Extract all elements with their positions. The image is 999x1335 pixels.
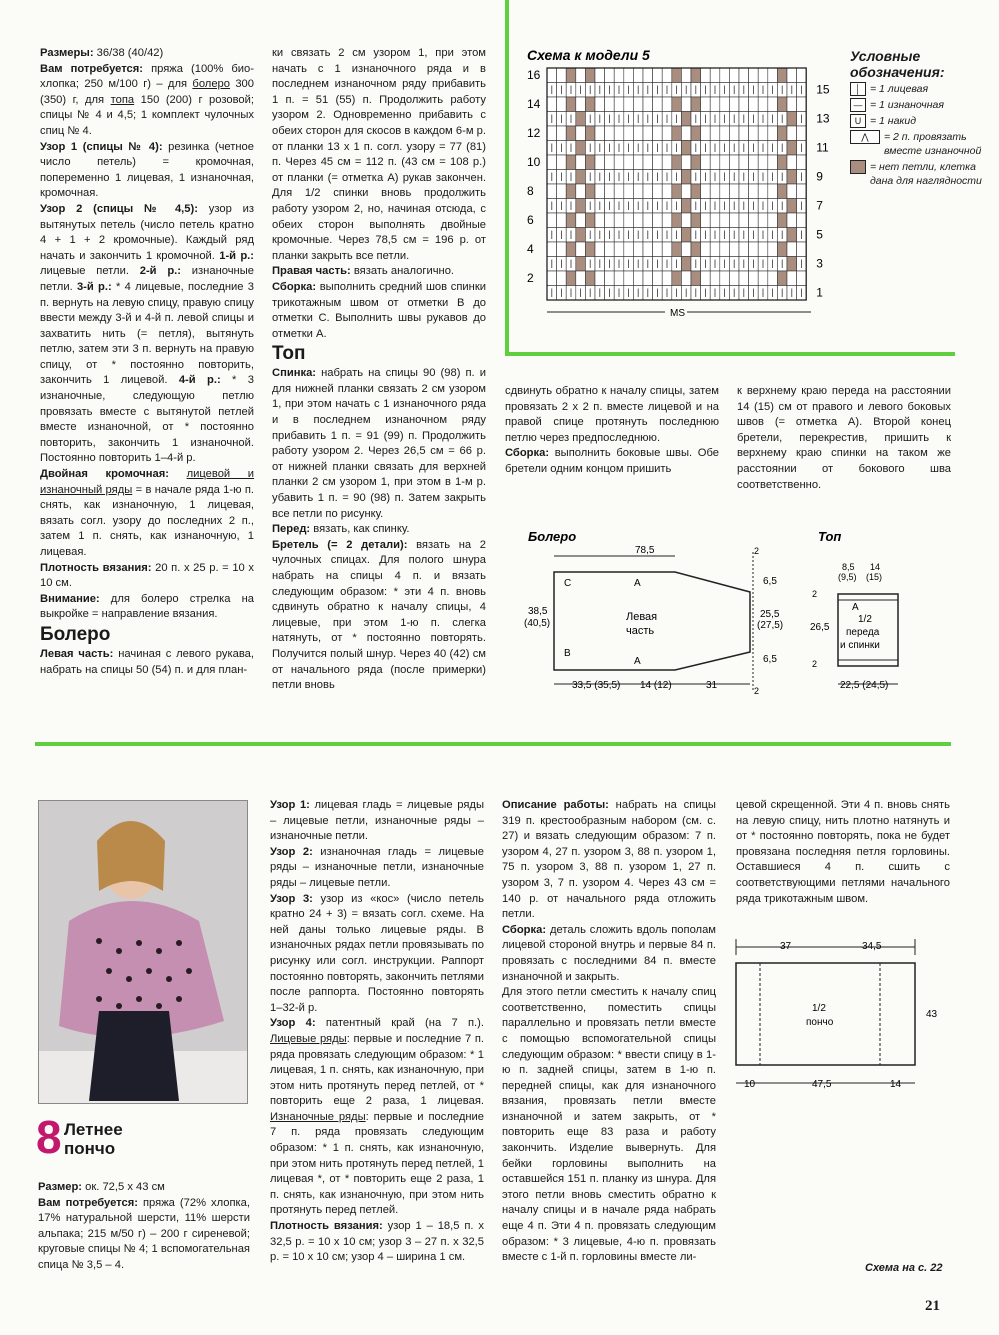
poncho-model-photo	[38, 800, 248, 1104]
poncho-intro: Размер: ок. 72,5 x 43 см Вам потребуется: пряжа (72% хлопка, 17% натуральной шерсти, 11% шерсти альпака; 215 м/50 г) – 200 г сиреневой; круговые спицы № 4; 1 вспомогательная спица № 3,5 – 4.	[38, 1181, 251, 1271]
legend-item-no-stitch: = нет петли, клетка дана для наглядности	[850, 160, 990, 188]
green-divider-vertical	[505, 0, 509, 356]
chart-row-label: 3	[816, 256, 823, 271]
legend-item-yarn-over: U = 1 накид	[850, 114, 990, 128]
svg-text:6,5: 6,5	[763, 654, 777, 665]
text-column-3: сдвинуть обратно к началу спицы, затем провязать 2 x 2 п. вместе лицевой и на правой спице протянуть последнюю петлю через предпоследнюю. Сборка: выполнить боковые швы. Обе бретели одним концом пришить	[505, 385, 719, 475]
svg-text:A: A	[852, 602, 859, 613]
svg-text:25,5: 25,5	[760, 609, 780, 620]
svg-text:1/2: 1/2	[858, 614, 872, 625]
svg-text:(9,5): (9,5)	[838, 572, 857, 582]
svg-text:37: 37	[780, 941, 792, 952]
chart-grid	[547, 68, 806, 300]
chart-row-label: 5	[816, 227, 823, 242]
svg-text:14 (12): 14 (12)	[640, 680, 672, 691]
svg-text:2: 2	[812, 589, 818, 599]
chart-row-label: 16	[527, 68, 541, 82]
svg-text:(40,5): (40,5)	[524, 618, 551, 629]
text-column-7: Описание работы: набрать на спицы 319 п. крестообразным набором (см. с. 27) и вязать следующим образом: 7 п. узором 4, 27 п. узором 3, 88 п. узором 1, 75 п. узором 3, 88 п. узором 1, 27 п. узором 3, 7 п. узором 4. Через 43 см = 140 р. от начального ряда отложить петли. Сборка: деталь сложить вдоль пополам лицевой стороной внутрь и первые 84 п. провязать с последними 84 п. вместе изнаночной и закрыть. Для этого петли сместить к началу спиц соответственно, поместить спицы параллельно и провязать петли вместе с помощью вспомогательной спицы следующим образом: * ввести спицу в 1-ю п. задней спицы, затем в 1-ю п. передней спицы, как для изнаночного вязания, провязать петли вместе изнаночной и затем закрыть, от * повторить еще 83 раза и работу закончить. Изделие вывернуть. Для бейки горловины выполнить на оставшейся 151 п. планку из шнура. Для этого петли вновь сместить обратно к началу спицы и в начале ряда набрать еще 4 п. Эти 4 п. провязать следующим образом: * 3 лицевые, 4-ю п. провязать вместе с 1-й п. горловины вместе ли-	[502, 799, 716, 1264]
chart-row-label: 1	[816, 285, 823, 300]
knit-symbol-icon: │	[850, 82, 866, 96]
text-column-8: цевой скрещенной. Эти 4 п. вновь снять на левую спицу, нить плотно натянуть и от * постоянно повторять, пока не будет провязана последняя петля горловины. Оставшиеся 4 п. сшить с соответствующими петлями начального ряда трикотажным швом.	[736, 799, 950, 905]
svg-text:8,5: 8,5	[842, 562, 855, 572]
text-column-2: ки связать 2 см узором 1, при этом начать с 1 изнаночного ряда и в последнем изнаночном ряду прибавить 1 п. = 51 (55) п. Продолжить работу узором 2. Одновременно прибавить с обеих сторон для скосов в каждом 6-м р. от планки 13 x 1 п. согл. узору = 77 (81) п. Через 45 см = 112 п. (43 см = 108 р.) от планки (= отметка А) рукав закончен. Для 1/2 спинки вновь продолжить работу узором 2, но, начиная отсюда, с обеих сторон выполнять двойные кромочные. Через 78,5 см = 196 р. от планки закрыть все петли. Правая часть: вязать аналогично. Сборка: выполнить средний шов спинки трикотажным швом от отметки В до отметки С. Выполнить швы рукавов до отметки А. Топ Спинка: набрать на спицы 90 (98) п. и для нижней планки связать 2 см узором 1, при этом начать с 1 изнаночного ряда и в последнем изнаночном ряду прибавить 1 п. = 91 (99) п. Продолжить работу узором 2. Через 26,5 см = 66 р. от нижней планки связать для верхней планки 2 см узором 1, при этом в 1-м р. убавить 1 п. = 90 (98) п. Затем закрыть все петли по рисунку. Перед: вязать, как спинку. Бретель (= 2 детали): вязать на 2 чулочных спицах. Для полого шнура набрать на спицы 4 п. и вязать следующим образом: * эти 4 п. вновь сдвинуть обратно к началу спицы, 4 лицевые, при этом 1-ю п. слегка натянуть, от * постоянно повторять. Получится полый шнур. Через 40 (42) см от начального ряда (после примерки) петли вновь	[272, 47, 486, 692]
text-column-1: Размеры: 36/38 (40/42) Вам потребуется: пряжа (100% био-хлопка; 250 м/100 г) – для болеро 300 (350) г, для топа 150 (200) г розовой; спицы № 4 и 4,5; 1 комплект чулочных спиц № 4. Узор 1 (спицы № 4): резинка (четное число петель) = кромочная, попеременно 1 лицевая, 1 изнаночная, кромочная. Узор 2 (спицы № 4,5): узор из вытянутых петель (число петель кратно 4 + 1 + 2 кромочные). Каждый ряд начать и закончить 1 кромочной. 1-й р.: лицевые петли. 2-й р.: изнаночные петли. 3-й р.: * 4 лицевые, последние 3 п. вернуть на левую спицу, правую спицу ввести между 3-й и 4-й п. левой спицы и захватить нить (= петля), вытянуть петлю, затем эти 3 п. вернуть на правую спицу, от * постоянно повторить, закончить 1 лицевой. 4-й р.: * 3 изнаночные, следующую петлю провязать вместе с вытянутой петлей вместе изнаночной, от * постоянно повторить, закончить 1 изнаночной. Постоянно повторить 1–4-й р. Двойная кромочная: лицевой и изнаночный ряды = в начале ряда 1-ю п. снять, как изнаночную, 1 лицевая, вязать согл. узору до последних 2 п., затем 1 п. снять, как изнаночную, 1 лицевая. Плотность вязания: 20 п. x 25 р. = 10 x 10 см. Внимание: для болеро стрелка на выкройке = направление вязания. Болеро Левая часть: начиная с левого рукава, набрать на спицы 50 (54) п. и для план-	[40, 47, 255, 676]
bolero-schema-title: Болеро	[528, 529, 577, 544]
chart-row-label: 2	[527, 271, 534, 285]
text-column-4: к верхнему краю переда на расстоянии 14 (15) см от правого и левого боковых швов (= отметка А). Второй конец бретели, перекрестив, пришить к верхнему краю спинки на таком же расстоянии от бокового шва соответственно.	[737, 385, 951, 491]
knitting-chart	[515, 44, 845, 324]
svg-text:C: C	[564, 578, 572, 589]
model-number: 8	[36, 1111, 62, 1163]
svg-text:2: 2	[754, 546, 760, 556]
top-schema-title: Топ	[818, 529, 842, 544]
svg-text:B: B	[564, 648, 571, 659]
svg-text:A: A	[634, 656, 641, 667]
no-stitch-symbol-icon	[850, 160, 866, 174]
poncho-outline	[736, 963, 915, 1065]
chart-row-label: 4	[527, 242, 534, 256]
svg-text:2: 2	[754, 686, 760, 696]
svg-text:26,5: 26,5	[810, 622, 830, 633]
page-number: 21	[925, 1298, 940, 1314]
chart-row-label: 14	[527, 97, 541, 111]
chart-legend	[850, 48, 990, 188]
chart-ms-label: MS	[670, 308, 685, 319]
legend-item-decrease: ⋀ = 2 п. провязать вместе изнаночной	[850, 130, 990, 158]
svg-text:14: 14	[890, 1079, 902, 1090]
purl-symbol-icon: —	[850, 98, 866, 112]
heading-top: Топ	[272, 343, 306, 365]
legend-title: Условные обозначения:	[850, 48, 945, 80]
legend-item-purl: — = 1 изнаночная	[850, 98, 990, 112]
chart-row-label: 11	[816, 140, 829, 155]
svg-text:A: A	[634, 578, 641, 589]
svg-text:пончо: пончо	[806, 1017, 834, 1028]
chart-row-label: 13	[816, 111, 830, 126]
bolero-schema	[510, 522, 795, 702]
svg-text:(27,5): (27,5)	[757, 620, 784, 631]
svg-text:(15): (15)	[866, 572, 883, 582]
svg-text:33,5 (35,5): 33,5 (35,5)	[572, 680, 621, 691]
svg-text:47,5: 47,5	[812, 1079, 832, 1090]
green-divider-middle	[35, 742, 951, 746]
text-column-6: Узор 1: лицевая гладь = лицевые ряды – лицевые петли, изнаночные ряды – изнаночные петли. Узор 2: изнаночная гладь = лицевые ряды – изнаночные петли, изнаночные ряды – лицевые петли. Узор 3: узор из «кос» (число петель кратно 24 + 3) = вязать согл. схеме. На ней даны только лицевые ряды. В изнаночных рядах петли провязывать по рисунку или согл. инструкции. Раппорт постоянно повторять, закончить петлями после раппорта. Постоянно повторять 1–32-й р. Узор 4: патентный край (на 7 п.). Лицевые ряды: первые и последние 7 п. ряда провязать следующим образом: * 1 лицевая, 1 п. снять, как изнаночную, при этом нить протянуть перед петлей, от * повторить еще 2 раза, 1 лицевая. Изнаночные ряды: первые и последние 7 п. ряда провязать следующим образом: * 1 п. снять, как изнаночную, при этом нить протянуть перед петлей, 1 лицевая *, от * повторить еще 2 раза, 1 п. снять, как изнаночную, при этом нить протянуть перед петлей. Плотность вязания: узор 1 – 18,5 п. x 32,5 р. = 10 x 10 см; узор 3 – 27 п. x 32,5 р. = 10 x 10 см; узор 4 – ширина 1 см.	[270, 799, 485, 1264]
svg-text:переда: переда	[846, 627, 880, 638]
svg-text:38,5: 38,5	[528, 606, 548, 617]
chart-row-label: 12	[527, 126, 541, 140]
see-schema-reference: Схема на с. 22	[865, 1262, 943, 1274]
green-divider-top	[505, 352, 955, 356]
svg-text:78,5: 78,5	[635, 545, 655, 556]
svg-text:31: 31	[706, 680, 718, 691]
chart-row-label: 15	[816, 82, 830, 97]
chart-row-label: 6	[527, 213, 534, 227]
svg-text:1/2: 1/2	[812, 1003, 826, 1014]
chart-row-label: 9	[816, 169, 823, 184]
svg-text:22,5 (24,5): 22,5 (24,5)	[840, 680, 889, 691]
heading-bolero: Болеро	[40, 623, 111, 645]
svg-text:часть: часть	[626, 625, 655, 637]
svg-text:2: 2	[812, 659, 818, 669]
chart-row-label: 7	[816, 198, 823, 213]
chart-title: Схема к модели 5	[527, 47, 650, 63]
top-schema	[800, 522, 950, 702]
svg-text:43: 43	[926, 1009, 938, 1020]
yarn-over-symbol-icon: U	[850, 114, 866, 128]
svg-text:10: 10	[744, 1079, 756, 1090]
poncho-schema	[730, 935, 950, 1100]
svg-text:и спинки: и спинки	[840, 640, 880, 651]
decrease-symbol-icon: ⋀	[850, 130, 880, 144]
svg-text:Левая: Левая	[626, 611, 658, 623]
model-title: Летнее пончо	[64, 1120, 123, 1158]
chart-row-label: 10	[527, 155, 541, 169]
svg-text:6,5: 6,5	[763, 576, 777, 587]
svg-text:34,5: 34,5	[862, 941, 882, 952]
legend-item-knit: │ = 1 лицевая	[850, 82, 990, 96]
chart-row-label: 8	[527, 184, 534, 198]
svg-text:14: 14	[870, 562, 881, 572]
